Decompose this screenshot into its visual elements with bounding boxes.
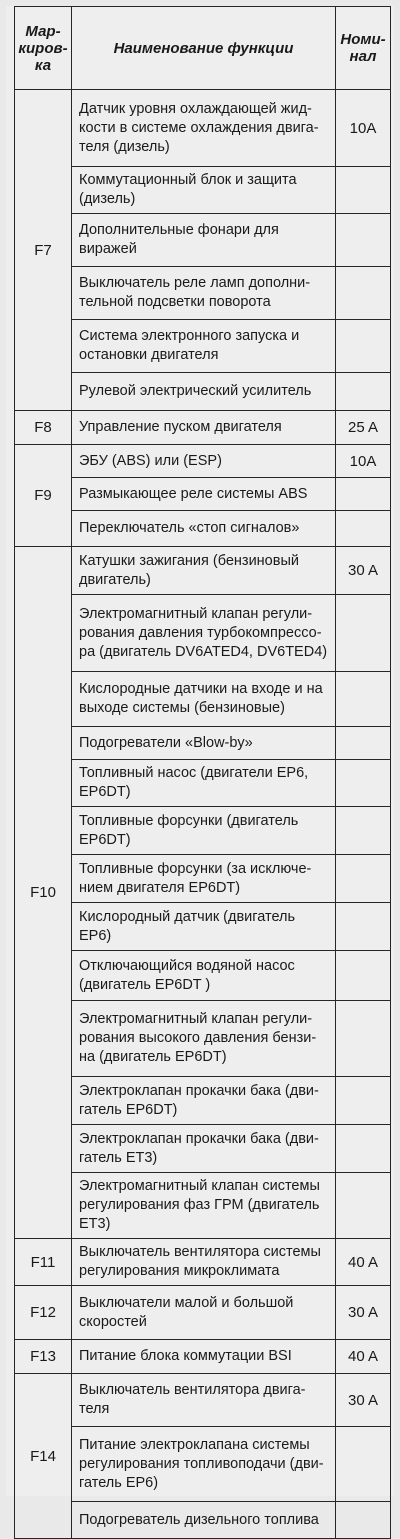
rating-cell xyxy=(336,807,391,855)
fuse-table xyxy=(14,6,391,1539)
function-cell: Управление пуском двигателя xyxy=(72,411,336,445)
header-function xyxy=(72,7,336,90)
rating-cell xyxy=(336,320,391,373)
function-cell: Подогреватели «Blow-by» xyxy=(72,727,336,760)
rating-cell: 30 A xyxy=(336,1374,391,1427)
table-row xyxy=(15,547,391,595)
rating-cell: 30 A xyxy=(336,1286,391,1340)
function-cell: ЭБУ (ABS) или (ESP) xyxy=(72,445,336,478)
table-row xyxy=(15,1125,391,1173)
function-cell: Электромагнитный клапан регули-рования давления турбокомпрессо-ра (двигатель DV6ATED4, DV6TED4) xyxy=(72,595,336,672)
rating-cell xyxy=(336,595,391,672)
table-row xyxy=(15,478,391,511)
function-cell: Электромагнитный клапан регули-рования высокого давления бензи-на (двигатель EP6DT) xyxy=(72,1001,336,1077)
function-cell: Размыкающее реле системы ABS xyxy=(72,478,336,511)
fuse-mark-cell: F12 xyxy=(15,1286,72,1340)
rating-cell xyxy=(336,951,391,1001)
function-cell: Выключатели малой и большой скоростей xyxy=(72,1286,336,1340)
function-cell: Выключатель вентилятора системы регулирования микроклимата xyxy=(72,1239,336,1286)
table-row xyxy=(15,445,391,478)
rating-cell xyxy=(336,672,391,727)
table-row xyxy=(15,760,391,807)
function-cell: Система электронного запуска и остановки двигателя xyxy=(72,320,336,373)
rating-cell xyxy=(336,511,391,547)
table-row xyxy=(15,1239,391,1286)
table-row xyxy=(15,1374,391,1427)
rating-cell xyxy=(336,903,391,951)
table-row xyxy=(15,511,391,547)
table-row xyxy=(15,1286,391,1340)
table-row xyxy=(15,1001,391,1077)
function-cell: Электроклапан прокачки бака (дви-гатель ET3) xyxy=(72,1125,336,1173)
rating-cell xyxy=(336,1077,391,1125)
table-row xyxy=(15,727,391,760)
function-cell: Катушки зажигания (бензиновый двигатель) xyxy=(72,547,336,595)
function-cell: Питание электроклапана системы регулирования топливоподачи (дви-гатель EP6) xyxy=(72,1427,336,1502)
rating-cell xyxy=(336,760,391,807)
function-cell: Питание блока коммутации BSI xyxy=(72,1340,336,1374)
table-row xyxy=(15,1502,391,1539)
rating-cell xyxy=(336,1502,391,1539)
table-row xyxy=(15,373,391,411)
rating-cell xyxy=(336,1173,391,1239)
header-mark xyxy=(15,7,72,90)
table-row xyxy=(15,1173,391,1239)
function-cell: Топливный насос (двигатели EP6, EP6DT) xyxy=(72,760,336,807)
function-cell: Выключатель вентилятора двига-теля xyxy=(72,1374,336,1427)
header-function-text: Наименование функции xyxy=(113,39,294,57)
table-row xyxy=(15,672,391,727)
rating-cell xyxy=(336,214,391,267)
function-cell: Выключатель реле ламп дополни-тельной подсветки поворота xyxy=(72,267,336,320)
document-page xyxy=(6,6,394,1528)
table-row xyxy=(15,320,391,373)
table-row xyxy=(15,90,391,167)
function-cell: Дополнительные фонари для виражей xyxy=(72,214,336,267)
function-cell: Коммутационный блок и защита (дизель) xyxy=(72,167,336,214)
table-row xyxy=(15,855,391,903)
function-cell: Электроклапан прокачки бака (дви-гатель EP6DT) xyxy=(72,1077,336,1125)
function-cell: Электромагнитный клапан системы регулирования фаз ГРМ (двигатель ET3) xyxy=(72,1173,336,1239)
table-row xyxy=(15,595,391,672)
table-row xyxy=(15,1340,391,1374)
header-rating xyxy=(336,7,391,90)
rating-cell xyxy=(336,727,391,760)
function-cell: Переключатель «стоп сигналов» xyxy=(72,511,336,547)
rating-cell: 10A xyxy=(336,90,391,167)
table-row xyxy=(15,1077,391,1125)
rating-cell xyxy=(336,1125,391,1173)
function-cell: Датчик уровня охлаждающей жид-кости в системе охлаждения двига-теля (дизель) xyxy=(72,90,336,167)
fuse-mark-cell: F9 xyxy=(15,445,72,547)
function-cell: Кислородный датчик (двигатель EP6) xyxy=(72,903,336,951)
header-row xyxy=(15,7,391,90)
function-cell: Кислородные датчики на входе и на выходе системы (бензиновые) xyxy=(72,672,336,727)
rating-cell xyxy=(336,478,391,511)
fuse-mark-cell: F14 xyxy=(15,1374,72,1539)
table-row xyxy=(15,807,391,855)
table-row xyxy=(15,267,391,320)
fuse-mark-cell: F13 xyxy=(15,1340,72,1374)
rating-cell: 25 A xyxy=(336,411,391,445)
table-row xyxy=(15,951,391,1001)
function-cell: Топливные форсунки (за исключе-нием двигателя EP6DT) xyxy=(72,855,336,903)
header-mark-text: Мар- киров- ка xyxy=(18,22,68,74)
fuse-mark-cell: F8 xyxy=(15,411,72,445)
table-row xyxy=(15,1427,391,1502)
rating-cell xyxy=(336,167,391,214)
function-cell: Топливные форсунки (двигатель EP6DT) xyxy=(72,807,336,855)
function-cell: Подогреватель дизельного топлива xyxy=(72,1502,336,1539)
table-row xyxy=(15,167,391,214)
function-cell: Отключающийся водяной насос (двигатель EP6DT ) xyxy=(72,951,336,1001)
rating-cell: 40 A xyxy=(336,1340,391,1374)
rating-cell xyxy=(336,267,391,320)
fuse-mark-cell: F11 xyxy=(15,1239,72,1286)
table-body xyxy=(15,90,391,1539)
header-rating-text: Номи- нал xyxy=(340,31,386,65)
rating-cell: 40 A xyxy=(336,1239,391,1286)
table-row xyxy=(15,903,391,951)
table-row xyxy=(15,411,391,445)
rating-cell xyxy=(336,1427,391,1502)
table-row xyxy=(15,214,391,267)
rating-cell: 10A xyxy=(336,445,391,478)
rating-cell xyxy=(336,1001,391,1077)
rating-cell xyxy=(336,373,391,411)
rating-cell xyxy=(336,855,391,903)
fuse-mark-cell: F7 xyxy=(15,90,72,411)
fuse-mark-cell: F10 xyxy=(15,547,72,1239)
function-cell: Рулевой электрический усилитель xyxy=(72,373,336,411)
rating-cell: 30 A xyxy=(336,547,391,595)
